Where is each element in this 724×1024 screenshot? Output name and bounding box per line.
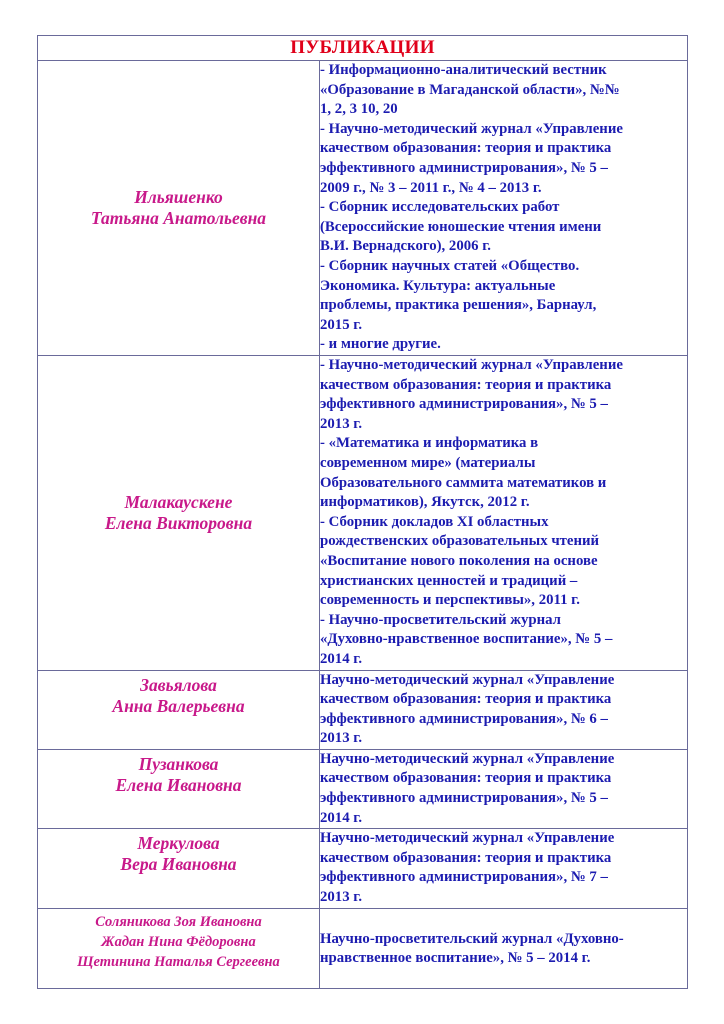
- publications-table: [37, 35, 688, 989]
- publications-list: - Информационно-аналитический вестник «Образование в Магаданской области», №№ 1, 2, 3 10, 20 - Научно-методический журнал «Управление качеством образования: теория и практика эффективного администрирования», № 5 – 2009 г., № 3 – 2011 г., № 4 – 2013 г. - Сборник исследовательских работ (Всероссийские юношеские чтения имени В.И. Вернадского), 2006 г. - Сборник научных статей «Общество. Экономика. Культура: актуальные проблемы, практика решения», Барнаул, 2015 г. - и многие другие.: [320, 61, 688, 356]
- publications-list: - Научно-методический журнал «Управление качеством образования: теория и практика эффективного администрирования», № 5 – 2013 г. - «Математика и информатика в современном мире» (материалы Образовательного саммита математиков и информатиков), Якутск, 2012 г. - Сборник докладов XI областных рождественских образовательных чтений «Воспитание нового поколения на основе христианских ценностей и традиций – современность и перспективы», 2011 г. - Научно-просветительский журнал «Духовно-нравственное воспитание», № 5 – 2014 г.: [320, 356, 688, 671]
- author-given-name: Анна Валерьевна: [112, 695, 245, 716]
- author-given-name: Елена Викторовна: [104, 512, 253, 533]
- author-surname: Меркулова: [137, 833, 220, 854]
- author-name: Щетинина Наталья Сергеевна: [77, 953, 280, 970]
- author-surname: Пузанкова: [138, 753, 219, 774]
- author-name-cell: [38, 829, 320, 908]
- author-surname: Малакаускене: [124, 491, 233, 512]
- author-name: Соляникова Зоя Ивановна: [95, 913, 262, 930]
- author-name: Жадан Нина Фёдоровна: [101, 933, 256, 950]
- table-header-row: [38, 36, 688, 61]
- table-row: [38, 749, 688, 828]
- author-surname: Ильяшенко: [134, 187, 223, 207]
- publications-list: Научно-методический журнал «Управление качеством образования: теория и практика эффективного администрирования», № 5 – 2014 г.: [320, 749, 688, 828]
- author-name-cell: [38, 908, 320, 988]
- author-name-cell: [38, 670, 320, 749]
- table-row: [38, 829, 688, 908]
- author-given-name: Елена Ивановна: [115, 774, 242, 795]
- publications-list: Научно-просветительский журнал «Духовно- нравственное воспитание», № 5 – 2014 г.: [320, 908, 688, 988]
- page-title: ПУБЛИКАЦИИ: [38, 36, 688, 61]
- author-given-name: Татьяна Анатольевна: [90, 208, 267, 228]
- table-row: [38, 356, 688, 671]
- author-name-cell: [38, 61, 320, 356]
- table-row: [38, 61, 688, 356]
- table-row: [38, 908, 688, 988]
- author-name-cell: [38, 749, 320, 828]
- author-surname: Завьялова: [140, 674, 217, 695]
- publications-list: Научно-методический журнал «Управление качеством образования: теория и практика эффективного администрирования», № 7 – 2013 г.: [320, 829, 688, 908]
- publications-list: Научно-методический журнал «Управление качеством образования: теория и практика эффективного администрирования», № 6 – 2013 г.: [320, 670, 688, 749]
- author-name-cell: [38, 356, 320, 671]
- author-given-name: Вера Ивановна: [120, 854, 237, 875]
- table-row: [38, 670, 688, 749]
